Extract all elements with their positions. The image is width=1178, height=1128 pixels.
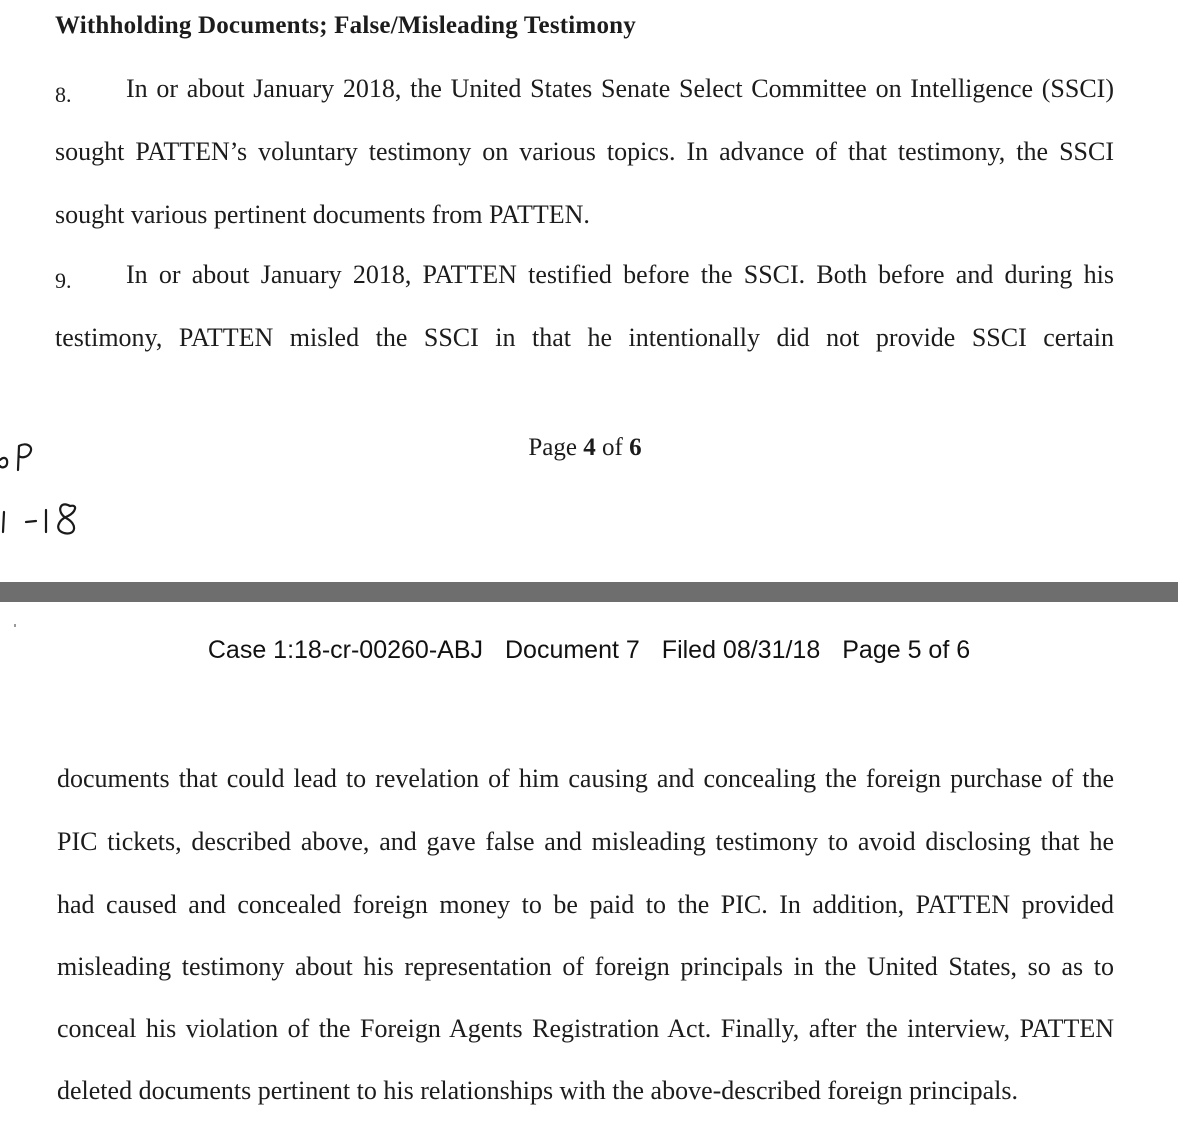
- paragraph-9-line-1: In or about January 2018, PATTEN testified before the SSCI. Both before and during his: [126, 260, 1114, 289]
- page-divider: [0, 582, 1178, 602]
- page-number-footer: Page 4 of 6: [528, 434, 642, 461]
- court-filing-header: [0, 636, 1178, 665]
- case-number: Case 1:18-cr-00260-ABJ: [207, 636, 483, 664]
- body-line-6: deleted documents pertinent to his relationships with the above-described foreign principals.: [57, 1076, 1019, 1105]
- paragraph-9-number: 9.: [55, 268, 72, 293]
- filing-page-number: Page 5 of 6: [842, 636, 971, 664]
- paragraph-8-line-1: In or about January 2018, the United States Senate Select Committee on Intelligence (SSCI): [126, 74, 1114, 103]
- section-heading: Withholding Documents; False/Misleading Testimony: [55, 12, 636, 39]
- body-line-4: misleading testimony about his representation of foreign principals in the United States, so as to: [57, 952, 1114, 981]
- scan-speck: [14, 624, 16, 627]
- paragraph-8-number: 8.: [55, 82, 72, 107]
- paragraph-8-line-3: sought various pertinent documents from PATTEN.: [55, 200, 590, 229]
- body-line-5: conceal his violation of the Foreign Agents Registration Act. Finally, after the interview, PATTEN: [57, 1014, 1114, 1043]
- paragraph-8-line-2: sought PATTEN’s voluntary testimony on various topics. In advance of that testimony, the SSCI: [55, 137, 1114, 166]
- paragraph-9-line-2: testimony, PATTEN misled the SSCI in that he intentionally did not provide SSCI certain: [55, 323, 1114, 352]
- body-line-1: documents that could lead to revelation of him causing and concealing the foreign purchase of the: [57, 764, 1114, 793]
- body-line-3: had caused and concealed foreign money to be paid to the PIC. In addition, PATTEN provided: [57, 890, 1114, 919]
- handwritten-margin-note: [0, 440, 110, 540]
- document-page-5: [0, 602, 1178, 1128]
- body-line-2: PIC tickets, described above, and gave false and misleading testimony to avoid disclosing that he: [57, 827, 1114, 856]
- filed-date: Filed 08/31/18: [661, 636, 821, 664]
- document-number: Document 7: [505, 636, 640, 664]
